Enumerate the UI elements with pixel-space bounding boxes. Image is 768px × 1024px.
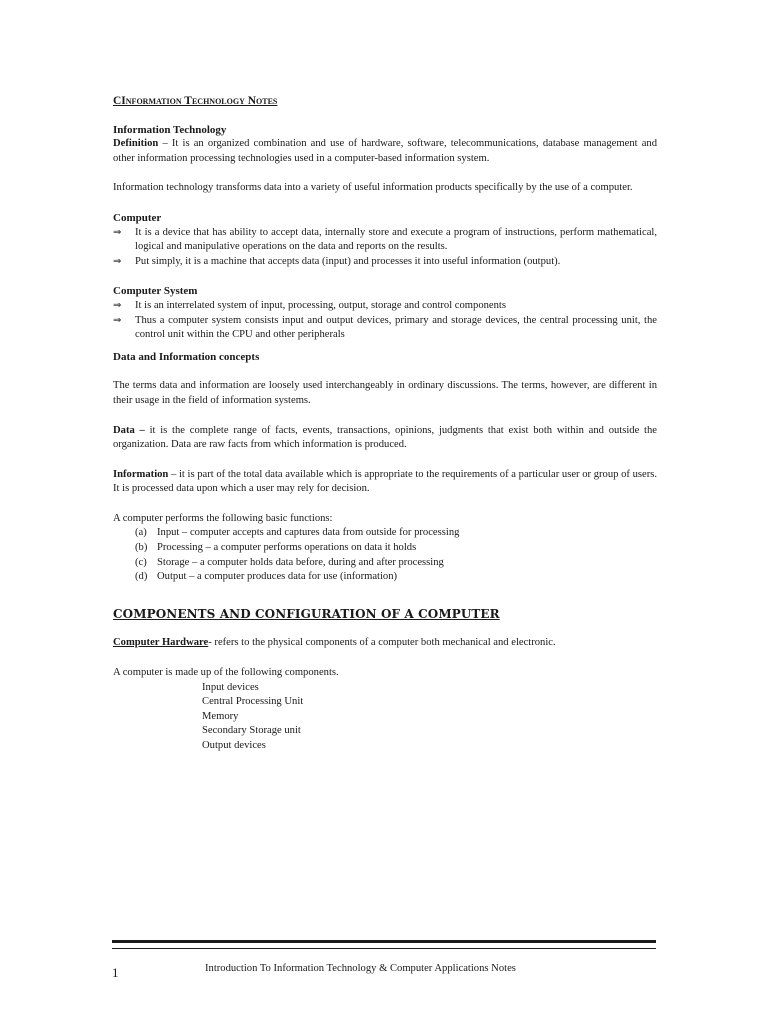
definition-label: Definition	[113, 138, 159, 150]
components-list	[113, 681, 657, 754]
it-paragraph: Information technology transforms data into a variety of useful information products specifically by the use of a computer.	[113, 182, 633, 194]
list-item: (a) Input – computer accepts and captures data from outside for processing	[135, 527, 460, 539]
list-item: (b) Processing – a computer performs operations on data it holds	[135, 542, 417, 554]
list-item: ⇒ It is an interrelated system of input, processing, output, storage and control components	[113, 299, 657, 314]
functions-list	[113, 526, 657, 584]
list-item: ⇒ Thus a computer system consists input and output devices, primary and storage devices, the central processing unit, the control unit within the CPU and other peripherals	[113, 314, 657, 341]
system-bullets	[113, 299, 657, 343]
list-item: Central Processing Unit	[202, 696, 304, 708]
arrow-icon: ⇒	[113, 299, 122, 311]
it-definition	[113, 137, 657, 166]
hardware-definition: Computer Hardware- refers to the physical components of a computer both mechanical and electronic.	[113, 637, 556, 649]
concepts-paragraph: The terms data and information are loosely used interchangeably in ordinary discussions. The terms, however, are different in their usage in the field of information systems.	[113, 380, 657, 406]
list-item: (d) Output – a computer produces data for use (information)	[135, 571, 398, 583]
list-item: Memory	[202, 710, 239, 722]
list-item: Secondary Storage unit	[202, 725, 301, 737]
computer-heading: Computer	[113, 211, 162, 224]
data-definition: Data – it is the complete range of facts, events, transactions, opinions, judgments that exist both within and outside the organization. Data are raw facts from which information is produced.	[113, 424, 657, 451]
components-heading: COMPONENTS AND CONFIGURATION OF A COMPUTER	[113, 606, 500, 621]
arrow-icon: ⇒	[113, 255, 122, 267]
functions-intro: A computer performs the following basic functions:	[113, 512, 333, 524]
document-title: CInformation Technology Notes	[113, 95, 278, 107]
information-definition: Information – it is part of the total data available which is appropriate to the requirements of a particular user or group of users. It is processed data upon which a user may rely for decision.	[113, 468, 657, 495]
list-item: Output devices	[202, 740, 266, 751]
computer-bullets	[113, 226, 657, 270]
footer-rule	[112, 940, 656, 949]
hardware-label: Computer Hardware	[113, 637, 209, 649]
document-body	[113, 94, 657, 754]
data-label: Data –	[113, 424, 145, 436]
page-number: 1	[112, 965, 119, 980]
list-item: Input devices	[202, 681, 259, 693]
list-item: (c) Storage – a computer holds data before, during and after processing	[135, 556, 444, 568]
computer-system-heading: Computer System	[113, 285, 198, 298]
information-label: Information	[113, 468, 169, 480]
concepts-heading: Data and Information concepts	[113, 350, 260, 363]
list-item: ⇒ It is a device that has ability to accept data, internally store and execute a program of instructions, perform mathematical, logical and manipulative operations on the data and reports on the results.	[113, 226, 657, 253]
definition-text: – It is an organized combination and use of hardware, software, telecommunications, database management and other information processing technologies used in a computer-based information system.	[113, 138, 657, 164]
arrow-icon: ⇒	[113, 226, 122, 238]
arrow-icon: ⇒	[113, 314, 122, 326]
it-heading: Information Technology	[113, 123, 227, 136]
footer-text: Introduction To Information Technology & Computer Applications Notes	[205, 963, 516, 974]
components-intro: A computer is made up of the following components.	[113, 667, 339, 679]
list-item: ⇒ Put simply, it is a machine that accepts data (input) and processes it into useful information (output).	[113, 255, 657, 270]
